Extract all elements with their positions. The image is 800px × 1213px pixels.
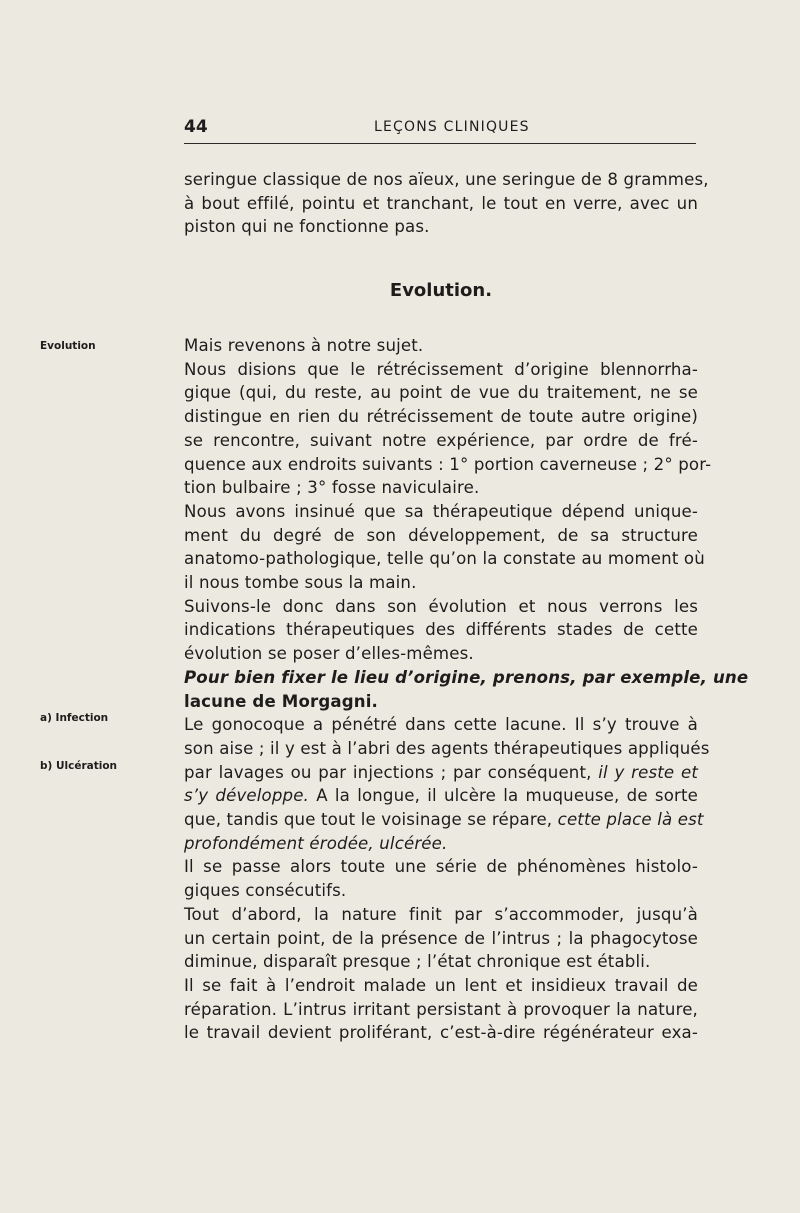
text-run: A la longue, il ulcère la muqueuse, de sorte xyxy=(316,786,698,806)
text-line: Nous disions que le rétrécissement d’origine blennorrha- xyxy=(184,359,698,379)
text-line xyxy=(184,761,698,785)
bold-line: lacune de Morgagni. xyxy=(184,691,378,711)
page-number: 44 xyxy=(184,117,208,137)
running-header xyxy=(184,117,696,141)
section-heading: Evolution. xyxy=(389,280,493,301)
header-rule xyxy=(184,143,696,144)
body-text xyxy=(184,334,749,1045)
text-line: giques consécutifs. xyxy=(184,881,347,901)
italic-run: cette place là est xyxy=(557,810,704,830)
margin-note-infection: a) Infection xyxy=(40,712,109,724)
text-line: tion bulbaire ; 3° fosse naviculaire. xyxy=(184,478,480,498)
text-run: par lavages ou par injections ; par conséquent, xyxy=(184,762,592,782)
text-line: gique (qui, du reste, au point de vue du traitement, ne se xyxy=(184,383,698,403)
text-line: à bout effilé, pointu et tranchant, le tout en verre, avec un xyxy=(184,193,698,213)
text-line: le travail devient proliférant, c’est-à-dire régénérateur exa- xyxy=(184,1023,698,1043)
text-line: Nous avons insinué que sa thérapeutique dépend unique- xyxy=(184,501,698,521)
running-title: LEÇONS CLINIQUES xyxy=(374,119,530,135)
text-line: Il se fait à l’endroit malade un lent et insidieux travail de xyxy=(184,975,698,995)
italic-line: Pour bien fixer le lieu d’origine, prenons, par exemple, une xyxy=(184,667,749,687)
text-line: évolution se poser d’elles-mêmes. xyxy=(184,644,474,664)
text-line xyxy=(184,784,698,808)
italic-run: s’y développe. xyxy=(184,786,309,806)
text-line: anatomo-pathologique, telle qu’on la constate au moment où xyxy=(184,549,705,569)
text-line: Tout d’abord, la nature finit par s’accommoder, jusqu’à xyxy=(184,904,698,924)
paragraph-1: Mais revenons à notre sujet. xyxy=(184,336,424,355)
text-line: diminue, disparaît presque ; l’état chronique est établi. xyxy=(184,952,651,972)
intro-paragraph xyxy=(184,168,709,239)
text-line: Il se passe alors toute une série de phénomènes histolo- xyxy=(184,857,698,877)
margin-note-evolution: Evolution xyxy=(40,340,96,352)
text-line: réparation. L’intrus irritant persistant à provoquer la nature, xyxy=(184,999,698,1019)
text-run: que, tandis que tout le voisinage se répare, xyxy=(184,810,553,830)
text-line: distingue en rien du rétrécissement de toute autre origine) xyxy=(184,407,698,427)
text-line xyxy=(184,808,704,832)
text-line: ment du degré de son développement, de sa structure xyxy=(184,525,698,545)
text-line: quence aux endroits suivants : 1° portion caverneuse ; 2° por- xyxy=(184,454,712,474)
text-line: indications thérapeutiques des différents stades de cette xyxy=(184,620,698,640)
italic-line: profondément érodée, ulcérée. xyxy=(184,833,448,853)
text-line: Suivons-le donc dans son évolution et nous verrons les xyxy=(184,596,698,616)
italic-run: il y reste et xyxy=(598,762,698,782)
text-line: son aise ; il y est à l’abri des agents thérapeutiques appliqués xyxy=(184,738,710,758)
text-line: seringue classique de nos aïeux, une seringue de 8 grammes, xyxy=(184,170,709,189)
text-line: piston qui ne fonctionne pas. xyxy=(184,217,430,237)
text-line: il nous tombe sous la main. xyxy=(184,573,417,593)
text-line: un certain point, de la présence de l’intrus ; la phagocytose xyxy=(184,928,698,948)
text-line: Le gonocoque a pénétré dans cette lacune. Il s’y trouve à xyxy=(184,715,698,735)
text-line: se rencontre, suivant notre expérience, par ordre de fré- xyxy=(184,430,698,450)
margin-note-ulceration: b) Ulcération xyxy=(40,760,118,772)
